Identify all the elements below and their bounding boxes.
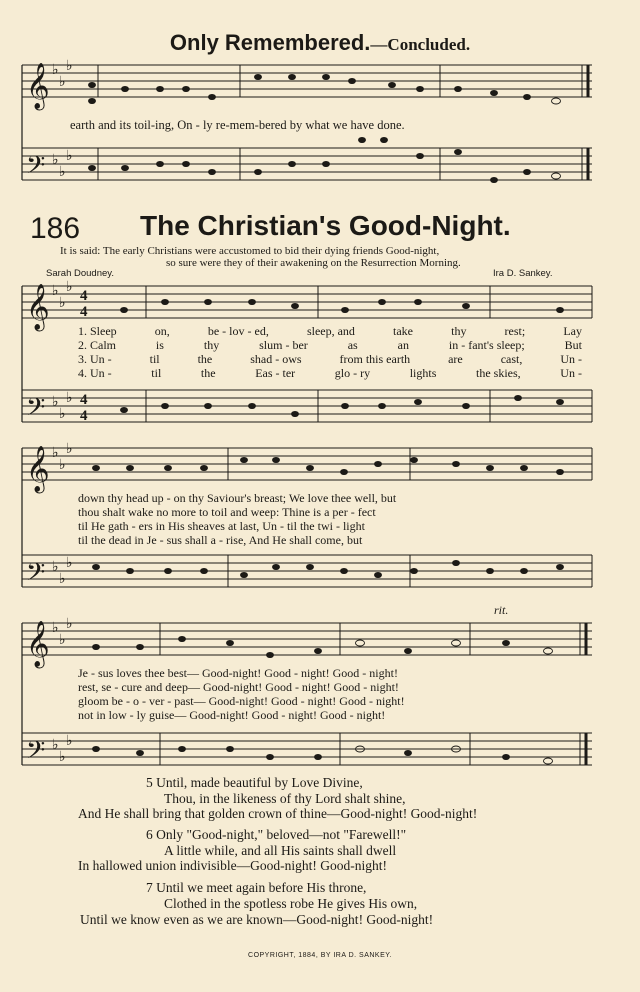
- lyric-word: take: [393, 324, 414, 338]
- system2-lyric-4: til the dead in Je - sus shall a - rise, And He shall come, but: [78, 533, 363, 547]
- notes-top-bass: [89, 137, 561, 182]
- verse5-line1: 5 Until, made beautiful by Love Divine,: [146, 775, 363, 790]
- lyric-word: slum - ber: [259, 338, 308, 352]
- lyric-word: Un -: [560, 366, 582, 380]
- bass-clef-icon: 𝄢: [26, 558, 46, 593]
- system1-lyric-2: [78, 338, 582, 352]
- lyric-word: on,: [154, 324, 170, 338]
- verse7-line1: 7 Until we meet again before His throne,: [146, 880, 367, 895]
- lyric-word: is: [155, 338, 164, 352]
- lyric-word: in - fant's sleep;: [448, 338, 525, 352]
- staff-s2-treble: [22, 448, 592, 480]
- lyric-word: rest;: [504, 324, 526, 338]
- staff-s1-bass: [22, 390, 592, 422]
- hymn-note-line-1: It is said: The early Christians were accustomed to bid their dying friends Good-night,: [60, 245, 440, 257]
- svg-text:♭: ♭: [59, 457, 66, 473]
- svg-text:4: 4: [80, 304, 88, 320]
- svg-text:4: 4: [80, 288, 88, 304]
- verse7-line2: Clothed in the spotless robe He gives His own,: [164, 896, 418, 911]
- staff-s1-treble: [22, 286, 592, 318]
- svg-text:♭: ♭: [52, 62, 59, 78]
- svg-text:♭: ♭: [59, 406, 66, 422]
- top-title-suffix: —Concluded.: [370, 35, 471, 54]
- svg-text:♭: ♭: [66, 58, 73, 74]
- top-title-text: Only Remembered.: [169, 30, 371, 55]
- svg-text:4: 4: [80, 392, 88, 408]
- lyric-word: an: [397, 338, 409, 352]
- system3-lyric-2: rest, se - cure and deep— Good-night! Good - night! Good - night!: [78, 680, 399, 694]
- system1-lyric-4: [78, 366, 582, 380]
- staff-top-treble: [22, 65, 592, 97]
- verse5-line3: And He shall bring that golden crown of thine—Good-night! Good-night!: [78, 806, 478, 821]
- svg-text:♭: ♭: [52, 152, 59, 168]
- svg-text:♭: ♭: [59, 74, 66, 90]
- top-lyric-line: earth and its toil-ing, On - ly re-mem-bered by what we have done.: [70, 118, 405, 132]
- verse6-line2: A little while, and all His saints shall dwell: [164, 843, 397, 858]
- lyric-word: glo - ry: [334, 366, 371, 380]
- svg-text:♭: ♭: [59, 164, 66, 180]
- lyric-word: Un -: [560, 352, 582, 366]
- system3-lyric-4: not in low - ly guise— Good-night! Good - night! Good - night!: [78, 708, 386, 722]
- system1-lyric-1: [78, 324, 582, 338]
- lyric-word: from this earth: [339, 352, 411, 366]
- staff-s2-bass: [22, 555, 592, 587]
- svg-text:♭: ♭: [66, 733, 73, 749]
- lyric-word: shad - ows: [250, 352, 302, 366]
- lyric-word: Lay: [563, 324, 582, 338]
- hymn-number: 186: [30, 212, 81, 245]
- lyric-word: Eas - ter: [255, 366, 296, 380]
- lyric-word: til: [151, 366, 162, 380]
- svg-text:♭: ♭: [66, 390, 73, 406]
- svg-text:♭: ♭: [52, 620, 59, 636]
- svg-text:♭: ♭: [52, 394, 59, 410]
- svg-text:♭: ♭: [59, 749, 66, 765]
- lyric-word: the skies,: [476, 366, 521, 380]
- lyric-word: cast,: [500, 352, 523, 366]
- lyric-word: But: [564, 338, 582, 352]
- treble-clef-icon: 𝄞: [26, 446, 50, 492]
- verse6-line3: In hallowed union indivisible—Good-night! Good-night!: [78, 858, 387, 873]
- svg-text:♭: ♭: [59, 632, 66, 648]
- system2-lyric-1: down thy head up - on thy Saviour's breast; We love thee well, but: [78, 491, 397, 505]
- lyric-word: 3. Un -: [78, 352, 112, 366]
- clefs: [26, 58, 88, 771]
- lyric-word: the: [197, 352, 213, 366]
- svg-text:♭: ♭: [59, 571, 66, 587]
- hymn-note-line-2: so sure were they of their awakening on the Resurrection Morning.: [166, 257, 461, 269]
- system2-lyric-2: thou shalt wake no more to toil and weep: Thine is a per - fect: [78, 505, 376, 519]
- svg-text:♭: ♭: [66, 279, 73, 295]
- svg-text:♭: ♭: [59, 295, 66, 311]
- svg-text:4: 4: [80, 408, 88, 424]
- lyric-word: thy: [451, 324, 467, 338]
- copyright-notice: COPYRIGHT, 1884, BY IRA D. SANKEY.: [248, 952, 392, 959]
- svg-text:♭: ♭: [66, 555, 73, 571]
- treble-clef-icon: 𝄞: [26, 63, 50, 109]
- lyric-word: the: [200, 366, 216, 380]
- staff-s3-treble: [22, 623, 592, 655]
- bass-clef-icon: 𝄢: [26, 393, 46, 428]
- note-heads: [89, 74, 564, 764]
- lyric-word: thy: [203, 338, 220, 352]
- bass-clef-icon: 𝄢: [26, 151, 46, 186]
- hymn-title: The Christian's Good-Night.: [140, 210, 511, 241]
- verse6-line1: 6 Only "Good-night," beloved—not "Farewell!": [146, 827, 407, 842]
- composer-credit: Ira D. Sankey.: [493, 268, 553, 279]
- svg-text:♭: ♭: [66, 441, 73, 457]
- treble-clef-icon: 𝄞: [26, 621, 50, 667]
- lyric-word: sleep, and: [306, 324, 355, 338]
- lyric-word: 2. Calm: [78, 338, 116, 352]
- lyric-word: lights: [409, 366, 437, 380]
- lyric-word: be - lov - ed,: [207, 324, 269, 338]
- verse7-line3: Until we know even as we are known—Good-night! Good-night!: [80, 912, 434, 927]
- lyric-word: til: [149, 352, 160, 366]
- lyric-word: are: [448, 352, 463, 366]
- verse5-line2: Thou, in the likeness of thy Lord shalt shine,: [164, 791, 406, 806]
- svg-text:♭: ♭: [52, 737, 59, 753]
- svg-text:♭: ♭: [52, 283, 59, 299]
- ritardando-mark: rit.: [494, 603, 509, 617]
- system3-lyric-1: Je - sus loves thee best— Good-night! Good - night! Good - night!: [78, 666, 398, 680]
- treble-clef-icon: 𝄞: [26, 284, 50, 330]
- lyric-word: 1. Sleep: [78, 324, 117, 338]
- bass-clef-icon: 𝄢: [26, 736, 46, 771]
- svg-text:♭: ♭: [52, 559, 59, 575]
- system3-lyric-3: gloom be - o - ver - past— Good-night! Good - night! Good - night!: [78, 694, 405, 708]
- system1-lyric-3: [78, 352, 582, 366]
- svg-text:♭: ♭: [66, 148, 73, 164]
- svg-text:♭: ♭: [66, 616, 73, 632]
- svg-text:♭: ♭: [52, 445, 59, 461]
- author-credit: Sarah Doudney.: [46, 268, 114, 279]
- staff-top-bass: [22, 148, 592, 180]
- lyric-word: 4. Un -: [78, 366, 112, 380]
- system2-lyric-3: til He gath - ers in His sheaves at last, Un - til the twi - light: [78, 519, 365, 533]
- lyric-word: as: [347, 338, 358, 352]
- staff-s3-bass: [22, 733, 592, 765]
